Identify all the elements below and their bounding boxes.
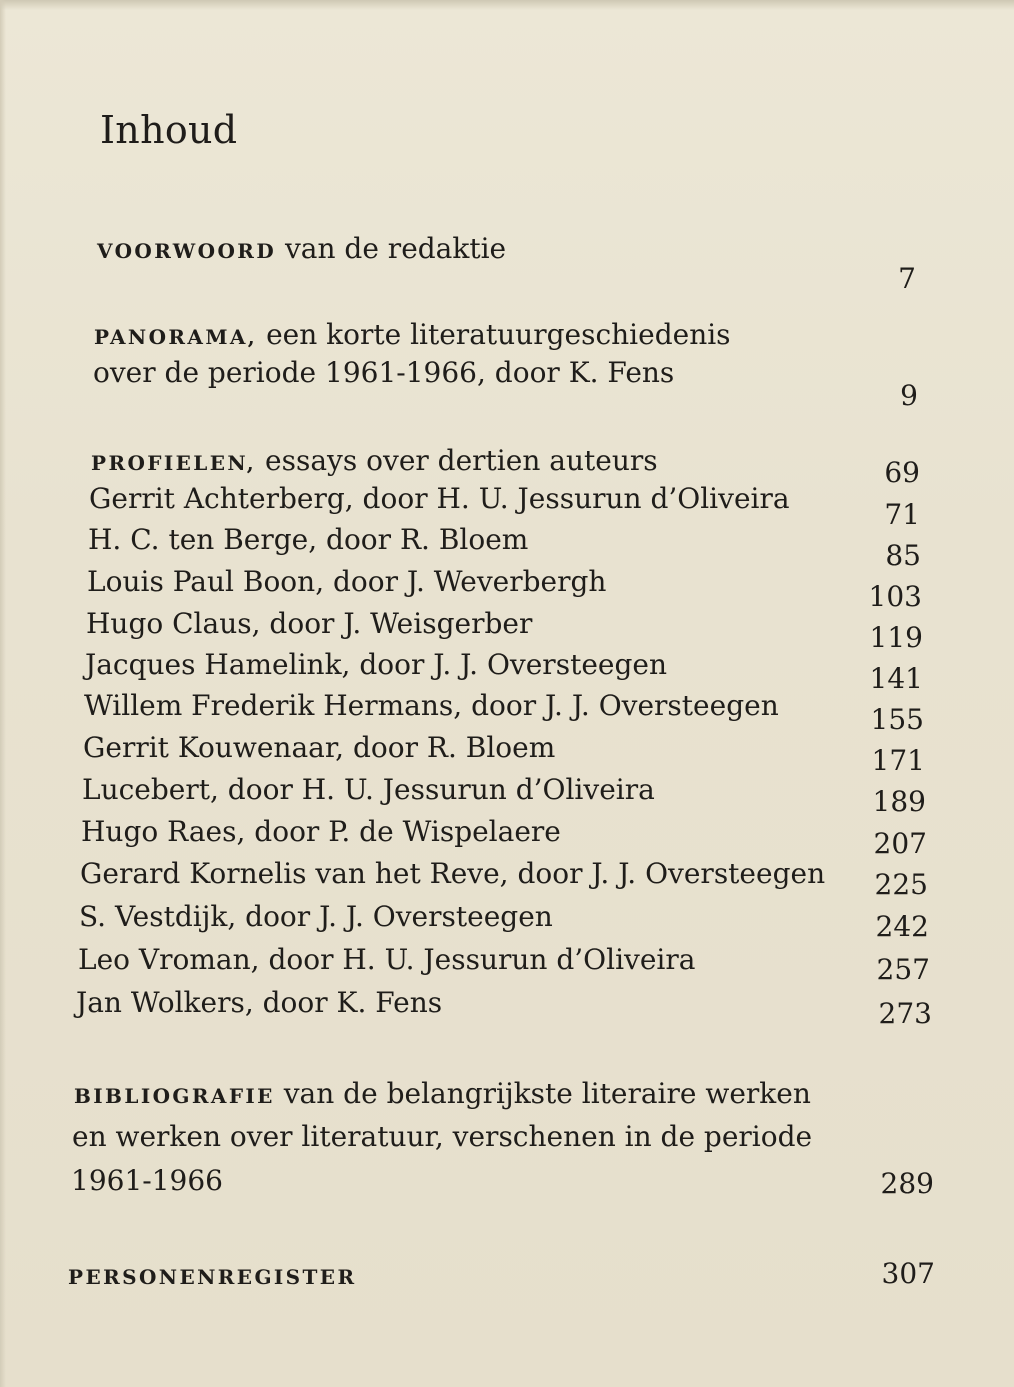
toc-entry: Gerrit Achterberg, door H. U. Jessurun d’Oliveira — [89, 482, 790, 515]
page-number: 273 — [878, 997, 932, 1030]
page-number: 7 — [898, 262, 916, 295]
page-top-shadow — [0, 0, 1014, 10]
toc-entry: Lucebert, door H. U. Jessurun d’Oliveira — [82, 773, 655, 806]
toc-entry: Gerrit Kouwenaar, door R. Bloem — [83, 731, 556, 764]
toc-entry: H. C. ten Berge, door R. Bloem — [88, 523, 529, 556]
page-title: Inhoud — [100, 108, 238, 152]
page-number: 69 — [884, 456, 920, 489]
section-rest: van de redaktie — [276, 232, 507, 265]
page-number: 9 — [900, 379, 918, 412]
page-left-shadow — [0, 0, 6, 1387]
page-number: 171 — [871, 744, 925, 777]
toc-bibliografie — [74, 1077, 811, 1113]
toc-entry: Willem Frederik Hermans, door J. J. Oversteegen — [84, 689, 779, 722]
toc-voorwoord — [97, 232, 506, 268]
page-number: 103 — [868, 580, 922, 613]
toc-entry: Gerard Kornelis van het Reve, door J. J. Oversteegen — [80, 857, 826, 890]
page-number: 225 — [874, 868, 928, 901]
page-number: 307 — [881, 1257, 935, 1290]
section-head: VOORWOORD — [97, 239, 277, 263]
toc-bibliografie-line2: en werken over literatuur, verschenen in de periode — [72, 1120, 813, 1153]
section-head: BIBLIOGRAFIE — [74, 1084, 275, 1108]
page-number: 189 — [872, 785, 926, 818]
section-head: PERSONENREGISTER — [68, 1265, 357, 1289]
toc-panorama-line2: over de periode 1961-1966, door K. Fens — [93, 356, 675, 389]
toc-entry: Leo Vroman, door H. U. Jessurun d’Oliveira — [78, 943, 696, 976]
page-number: 289 — [880, 1167, 934, 1200]
toc-entry: Hugo Claus, door J. Weisgerber — [86, 607, 533, 640]
page-number: 85 — [885, 539, 921, 572]
page-number: 207 — [873, 827, 927, 860]
toc-entry: Jan Wolkers, door K. Fens — [76, 986, 443, 1019]
toc-panorama — [94, 318, 731, 354]
toc-entry: Hugo Raes, door P. de Wispelaere — [81, 815, 561, 848]
toc-profielen — [91, 444, 658, 480]
page-number: 141 — [869, 662, 923, 695]
section-rest: een korte literatuurgeschiedenis — [257, 318, 731, 351]
page-number: 257 — [876, 953, 930, 986]
section-rest: essays over dertien auteurs — [256, 444, 658, 477]
section-rest: van de belangrijkste literaire werken — [274, 1077, 811, 1110]
section-head: PANORAMA, — [94, 325, 258, 349]
page-number: 242 — [875, 910, 929, 943]
section-head: PROFIELEN, — [91, 451, 257, 475]
toc-bibliografie-line3: 1961-1966 — [71, 1164, 223, 1197]
toc-entry: Louis Paul Boon, door J. Weverbergh — [87, 565, 607, 598]
page-number: 155 — [870, 703, 924, 736]
page-number: 119 — [869, 621, 923, 654]
toc-entry: Jacques Hamelink, door J. J. Oversteegen — [85, 648, 667, 681]
toc-personenregister — [68, 1258, 356, 1294]
toc-entry: S. Vestdijk, door J. J. Oversteegen — [79, 900, 553, 933]
page-number: 71 — [884, 498, 920, 531]
